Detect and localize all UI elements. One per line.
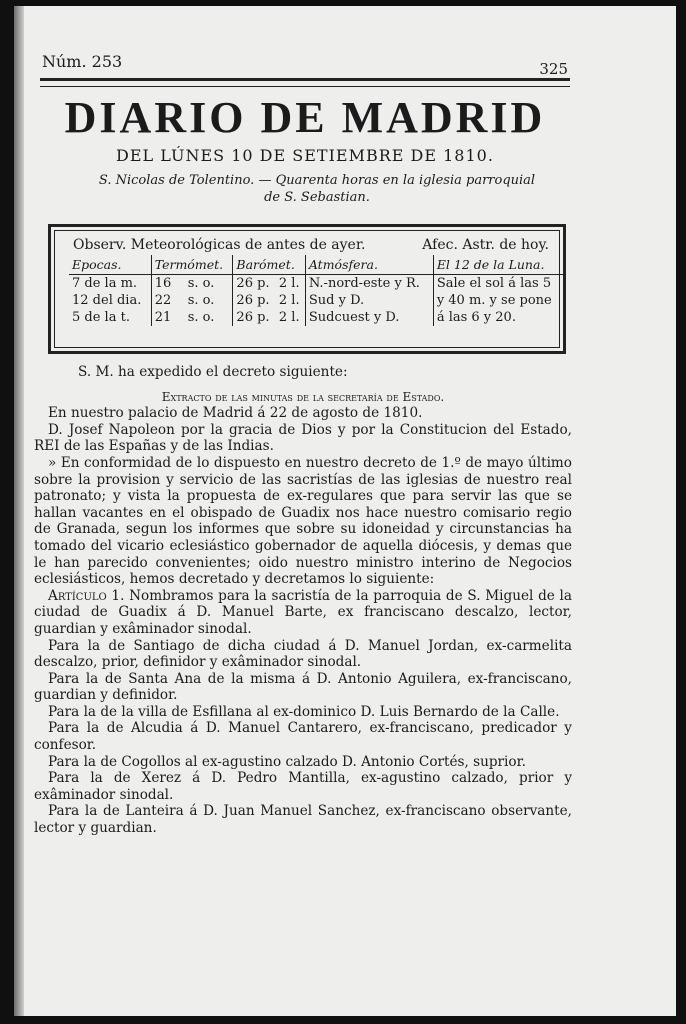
appointment-santiago: Para la de Santiago de dicha ciudad á D. Manuel Jordan, ex-carmelita descalzo, prior, definidor y exâminador sinodal. (34, 637, 572, 671)
cell-barom: 26 p. (233, 292, 276, 309)
table-row (69, 309, 565, 326)
cell-epoca: 12 del dia. (72, 293, 142, 308)
weather-title: Observ. Meteorológicas de antes de ayer. (73, 237, 366, 253)
appointment-cogollos: Para la de Cogollos al ex-agustino calzado D. Antonio Cortés, suprior. (48, 753, 526, 770)
cell-atm: Sudcuest y D. (305, 309, 433, 326)
cell-term: 21 (151, 309, 184, 326)
weather-box (48, 224, 566, 354)
article-1 (34, 588, 572, 638)
col-atmosfera: Atmósfera. (305, 255, 433, 275)
masthead-title: DIARIO DE MADRID (64, 93, 546, 142)
extract-heading: Extracto de las minutas de la secretaría de Estado. (161, 389, 445, 404)
issue-number: Núm. 253 (42, 52, 123, 71)
cell-luna: y 40 m. y se pone (433, 292, 565, 309)
cell-barom-lines: 2 l. (278, 276, 300, 291)
appointment-esfillana: Para la de la villa de Esfillana al ex-dominico D. Luis Bernardo de la Calle. (48, 703, 560, 720)
saints-line-1: S. Nicolas de Tolentino. — Quarenta horas en la iglesia parroquial (98, 173, 536, 188)
weather-header (55, 231, 559, 255)
cell-atm: N.-nord-este y R. (305, 275, 433, 293)
decree-king-title: D. Josef Napoleon por la gracia de Dios y por la Constitucion del Estado, REI de las Españas y de las Indias. (34, 421, 572, 455)
decree-place-date: En nuestro palacio de Madrid á 22 de agosto de 1810. (48, 405, 423, 422)
cell-luna: á las 6 y 20. (433, 309, 565, 326)
page-gutter-shadow (14, 6, 24, 1016)
masthead-rule (40, 78, 570, 87)
cell-luna: Sale el sol á las 5 (433, 275, 565, 293)
cell-term-unit: s. o. (187, 276, 215, 291)
astro-title: Afec. Astr. de hoy. (422, 237, 549, 253)
page-number: 325 (539, 60, 568, 78)
newspaper-page (14, 6, 676, 1016)
saints-line-2: de S. Sebastian. (264, 190, 370, 205)
appointment-alcudia: Para la de Alcudia á D. Manuel Cantarero, ex-franciscano, predicador y confesor. (34, 720, 572, 754)
article-label: Artículo 1. (48, 587, 125, 604)
saints-of-the-day (62, 172, 572, 206)
cell-epoca: 7 de la m. (72, 276, 138, 291)
article-1-text: Nombramos para la sacristía de la parroquia de S. Miguel de la ciudad de Guadix á D. Manuel Barte, ex franciscano descalzo, lector, guardian y exâminador sinodal. (34, 587, 573, 637)
article-body (34, 364, 572, 837)
cell-barom: 26 p. (233, 309, 276, 326)
decree-preamble: » En conformidad de lo dispuesto en nuestro decreto de 1.º de mayo último sobre la provision y servicio de las sacristías de las iglesias de nuestro real patronato; y vista la propuesta de ex-regulares que para servir las que se hallan vacantes en el obispado de Guadix nos hace nuestro comisario regio de Granada, segun los informes que sobre su idoneidad y circunstancias ha tomado del vicario eclesiástico gobernador de aquella diócesis, y demas que le han parecido convenientes; oido nuestro ministro interino de Negocios eclesiásticos, hemos decretado y decretamos lo siguiente: (34, 454, 572, 588)
cell-barom-lines: 2 l. (278, 293, 300, 308)
appointment-xerez: Para la de Xerez á D. Pedro Mantilla, ex-agustino calzado, prior y exâminador sinodal. (34, 770, 572, 803)
cell-term-unit: s. o. (187, 293, 215, 308)
date-line: DEL LÚNES 10 DE SETIEMBRE DE 1810. (116, 146, 494, 165)
cell-barom-lines: 2 l. (278, 310, 300, 325)
cell-term: 22 (151, 292, 184, 309)
intro-line: S. M. ha expedido el decreto siguiente: (78, 364, 348, 380)
appointment-lanteira: Para la de Lanteira á D. Juan Manuel Sanchez, ex-franciscano observante, lector y guardian. (34, 803, 572, 837)
cell-term-unit: s. o. (187, 310, 215, 325)
col-luna: El 12 de la Luna. (433, 255, 565, 275)
appointment-santa-ana: Para la de Santa Ana de la misma á D. Antonio Aguilera, ex-franciscano, guardian y definidor. (34, 670, 572, 704)
col-barometro: Barómet. (233, 255, 305, 275)
col-termometro: Termómet. (151, 255, 233, 275)
weather-table (69, 255, 565, 326)
cell-atm: Sud y D. (305, 292, 433, 309)
cell-term: 16 (151, 275, 184, 293)
cell-barom: 26 p. (233, 275, 276, 293)
cell-epoca: 5 de la t. (72, 310, 130, 325)
table-row (69, 292, 565, 309)
col-epocas: Epocas. (69, 255, 151, 275)
table-row (69, 275, 565, 293)
